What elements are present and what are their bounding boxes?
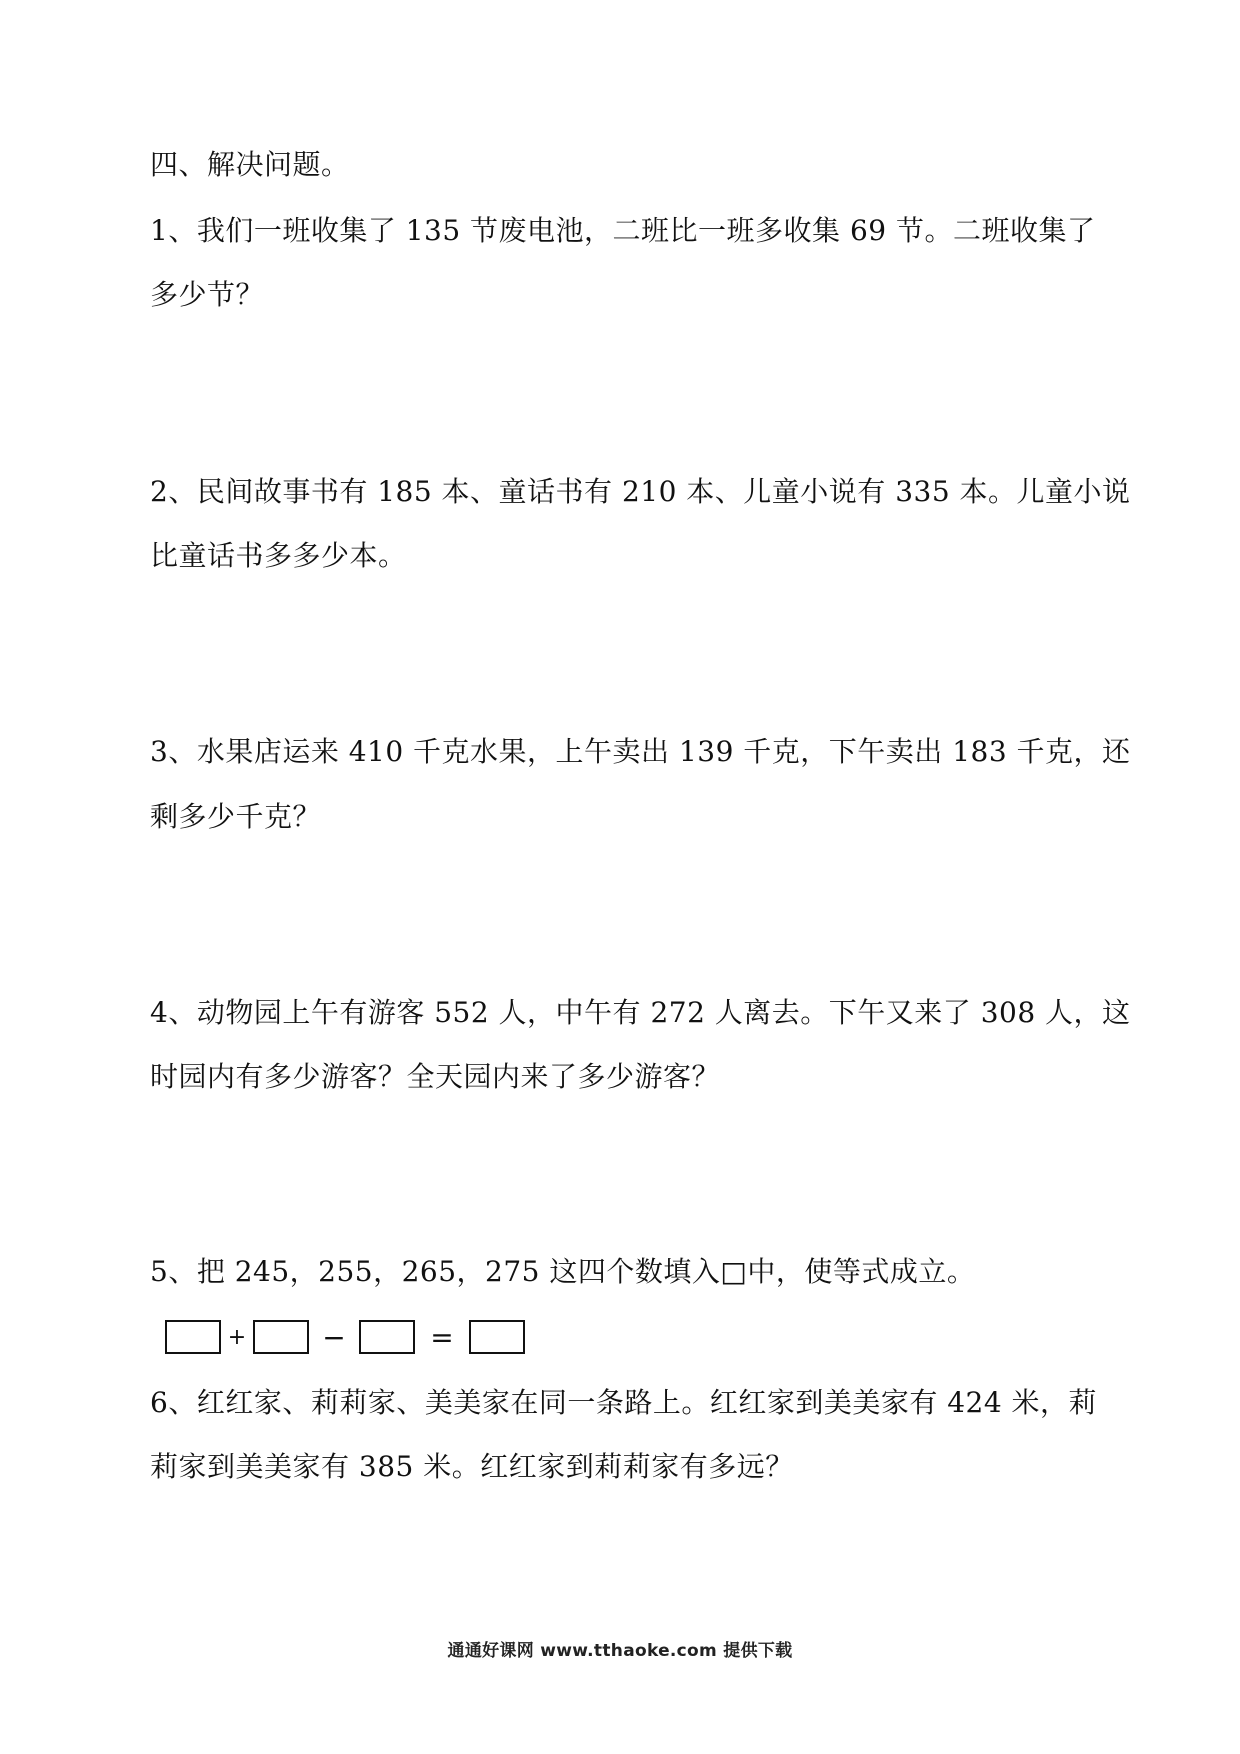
equals-sign: = xyxy=(430,1320,454,1354)
answer-box-1[interactable] xyxy=(165,1320,221,1354)
question-2-line-2: 比童话书多多少本。 xyxy=(150,539,407,572)
footer-source: 通通好课网 www.tthaoke.com 提供下载 xyxy=(447,1641,793,1661)
plus-sign: + xyxy=(227,1324,247,1350)
question-1-line-1: 1、我们一班收集了 135 节废电池，二班比一班多收集 69 节。二班收集了 xyxy=(150,214,1096,247)
section-title: 四、解决问题。 xyxy=(150,148,350,181)
answer-box-4[interactable] xyxy=(469,1320,525,1354)
answer-box-3[interactable] xyxy=(359,1320,415,1354)
question-4-line-1: 4、动物园上午有游客 552 人，中午有 272 人离去。下午又来了 308 人，这 xyxy=(150,996,1131,1029)
question-3-line-1: 3、水果店运来 410 千克水果，上午卖出 139 千克，下午卖出 183 千克，还 xyxy=(150,735,1131,768)
question-5-line-1: 5、把 245，255，265，275 这四个数填入□中，使等式成立。 xyxy=(150,1255,976,1288)
answer-box-2[interactable] xyxy=(253,1320,309,1354)
question-6-line-1: 6、红红家、莉莉家、美美家在同一条路上。红红家到美美家有 424 米，莉 xyxy=(150,1386,1098,1419)
question-4-line-2: 时园内有多少游客？全天园内来了多少游客？ xyxy=(150,1060,721,1093)
question-3-line-2: 剩多少千克？ xyxy=(150,800,322,833)
question-6-line-2: 莉家到美美家有 385 米。红红家到莉莉家有多远？ xyxy=(150,1450,794,1483)
minus-sign: − xyxy=(322,1320,346,1354)
question-2-line-1: 2、民间故事书有 185 本、童话书有 210 本、儿童小说有 335 本。儿童小说 xyxy=(150,475,1131,508)
question-5-equation xyxy=(165,1318,525,1356)
question-1-line-2: 多少节？ xyxy=(150,278,265,311)
